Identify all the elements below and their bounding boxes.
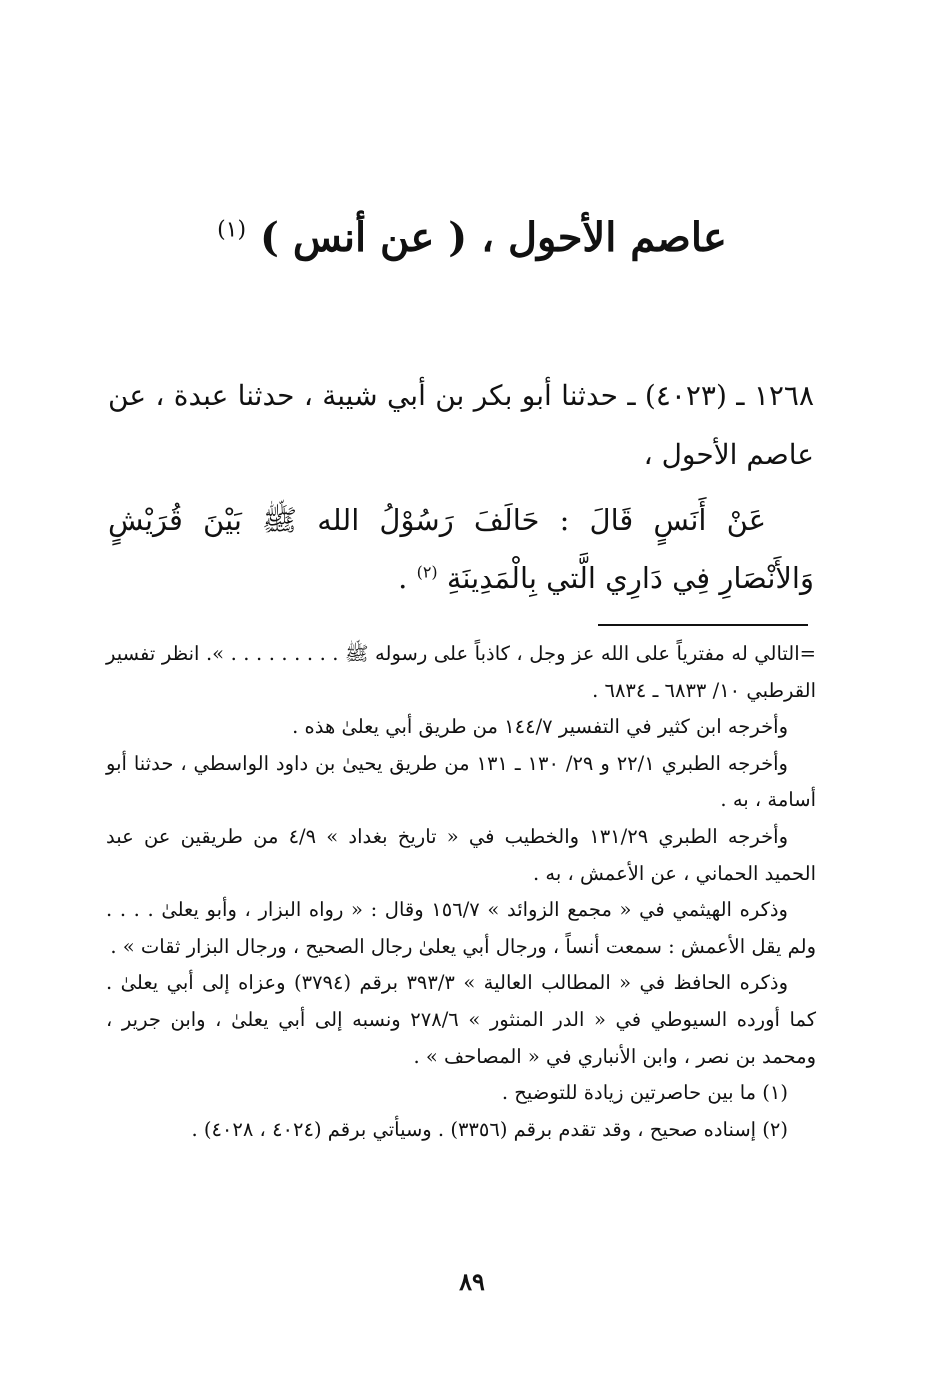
hadith-block <box>108 366 814 607</box>
chapter-title <box>150 208 794 268</box>
page-number: ٨٩ <box>459 1267 485 1296</box>
hadith-text: عَنْ أَنَسٍ قَالَ : حَالَفَ رَسُوْلُ الله ﷺ بَيْنَ قُرَيْشٍ وَالأَنْصَارِ فِي دَارِي الَّتي بِالْمَدِينَةِ <box>108 503 814 595</box>
hadith-footnote-marker: (٢) <box>416 562 438 582</box>
hadith-end-mark: . <box>398 561 408 595</box>
footnote-continued: =التالي له مفترياً على الله عز وجل ، كاذباً على رسوله ﷺ . . . . . . . . . ». انظر تفسير القرطبي ١٠/ ٦٨٣٣ ـ ٦٨٣٤ . <box>106 642 816 702</box>
footnote-separator <box>598 624 808 626</box>
footnote-item: وذكره الحافظ في « المطالب العالية » ٣٩٣/٣ برقم (٣٧٩٤) وعزاه إلى أبي يعلىٰ . كما أورده السيوطي في « الدر المنثور » ٢٧٨/٦ ونسبه إلى أبي يعلىٰ ، وابن جرير ، ومحمد بن نصر ، وابن الأنباري في « المصاحف » . <box>106 971 816 1068</box>
footnote-2: (٢) إسناده صحيح ، وقد تقدم برقم (٣٣٥٦) . وسيأتي برقم (٤٠٢٤ ، ٤٠٢٨) . <box>191 1117 788 1141</box>
footnote-item: وأخرجه الطبري ١٣١/٢٩ والخطيب في « تاريخ بغداد » ٤/٩ من طريقين عن عبد الحميد الحماني ، عن الأعمش ، به . <box>106 824 816 885</box>
footnote-item: وأخرجه ابن كثير في التفسير ١٤٤/٧ من طريق أبي يعلىٰ هذه . <box>292 715 788 739</box>
hadith-matn <box>108 491 814 607</box>
footnote-item: وأخرجه الطبري ٢٢/١ و ٢٩/ ١٣٠ ـ ١٣١ من طريق يحيىٰ بن داود الواسطي ، حدثنا أبو أسامة ، به . <box>106 751 816 812</box>
footnote-item: وذكره الهيثمي في « مجمع الزوائد » ١٥٦/٧ وقال : « رواه البزار ، وأبو يعلىٰ . . . . ولم يقل الأعمش : سمعت أنساً ، ورجال أبي يعلىٰ رجال الصحيح ، ورجال البزار ثقات » . <box>106 898 816 958</box>
chapter-footnote-marker: (١) <box>217 217 247 243</box>
footnotes <box>106 636 816 1148</box>
footnote-1: (١) ما بين حاصرتين زيادة للتوضيح . <box>501 1081 788 1105</box>
chapter-title-text: عاصم الأحول ، ( عن أنس ) <box>260 214 727 261</box>
isnad-text: ١٢٦٨ ـ (٤٠٢٣) ـ حدثنا أبو بكر بن أبي شيبة ، حدثنا عبدة ، عن عاصم الأحول ، <box>108 379 814 471</box>
